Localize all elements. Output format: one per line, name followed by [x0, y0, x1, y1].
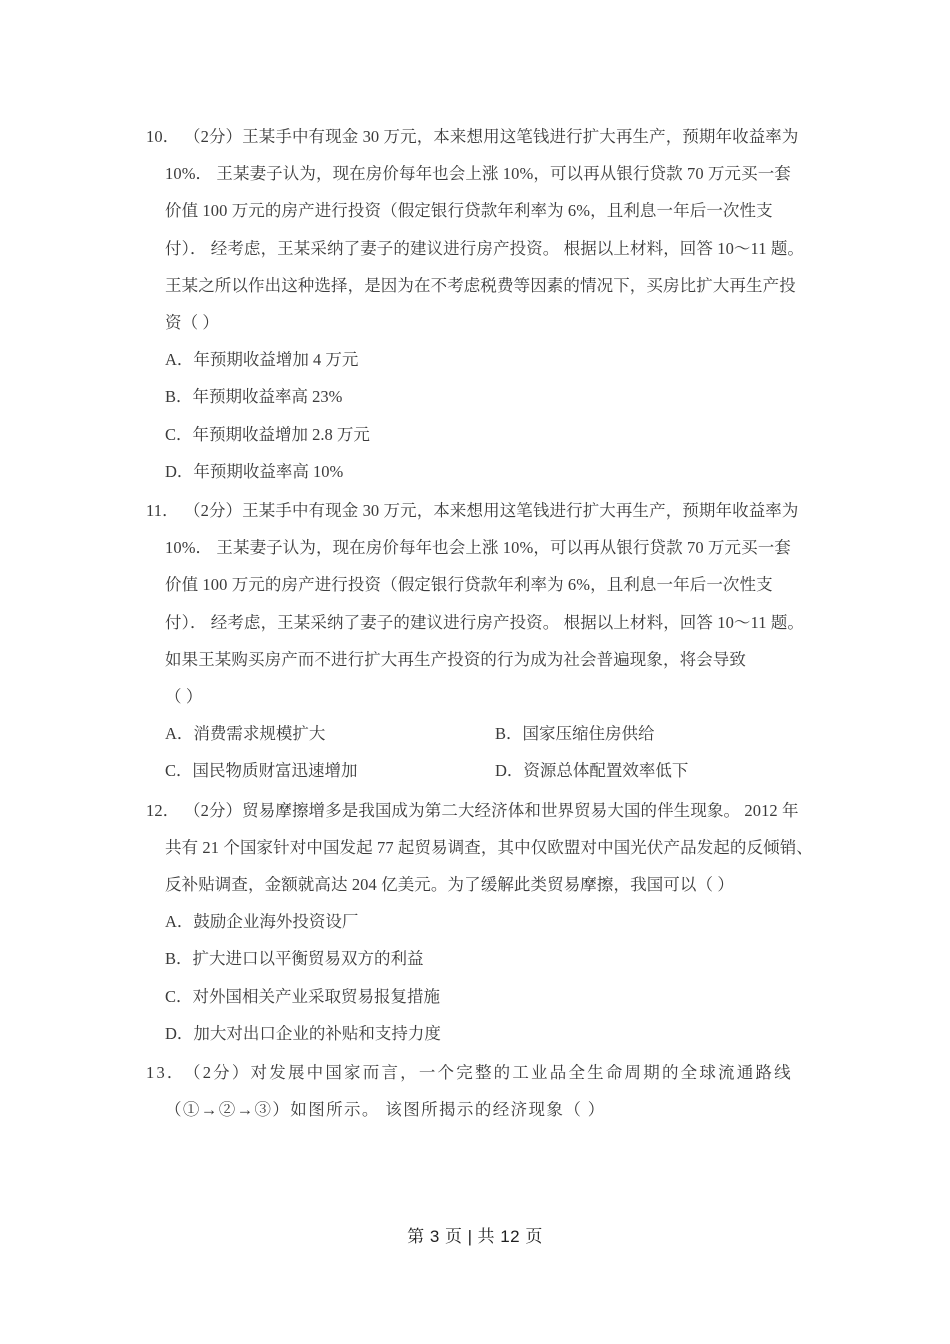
- question-13-stem-1: （2分）对发展中国家而言，一个完整的工业品全生命周期的全球流通路线: [184, 1063, 793, 1083]
- page-content: [146, 118, 813, 1130]
- question-12: [146, 792, 813, 1052]
- question-12-line-1: [146, 792, 808, 829]
- question-10-options: [146, 341, 808, 490]
- question-10-line-3: 价值 100 万元的房产进行投资（假定银行贷款年利率为 6%，且利息一年后一次性支: [165, 201, 773, 221]
- option-b-text: 年预期收益率高 23%: [192, 387, 343, 407]
- question-11-option-d[interactable]: [495, 752, 688, 789]
- option-a-label: A．: [165, 724, 194, 744]
- question-11-line-5: 如果王某购买房产而不进行扩大再生产投资的行为成为社会普遍现象，将会导致: [165, 649, 746, 669]
- option-d-text: 加大对出口企业的补贴和支持力度: [193, 1023, 441, 1043]
- question-11-option-c[interactable]: [165, 752, 495, 789]
- option-b-label: B．: [165, 949, 193, 969]
- question-10-option-b[interactable]: [146, 378, 808, 415]
- question-11-options: [146, 715, 808, 789]
- option-c-text: 国民物质财富迅速增加: [192, 761, 358, 781]
- question-12-option-d[interactable]: [146, 1015, 808, 1052]
- option-a-label: A．: [165, 350, 194, 370]
- question-10-stem-1: （2分）王某手中有现金 30 万元，本来想用这笔钱进行扩大再生产，预期年收益率为: [184, 127, 799, 146]
- question-10-line-5: 王某之所以作出这种选择，是因为在不考虑税费等因素的情况下，买房比扩大再生产投: [165, 275, 796, 295]
- question-12-option-c[interactable]: [146, 978, 808, 1015]
- question-11-option-a[interactable]: [165, 715, 495, 752]
- question-10-number: 10．: [146, 127, 180, 146]
- question-12-options: [146, 903, 808, 1052]
- question-12-stem-1: （2分）贸易摩擦增多是我国成为第二大经济体和世界贸易大国的伴生现象。 2012 年: [184, 800, 799, 820]
- question-11: [146, 492, 808, 790]
- option-a-text: 鼓励企业海外投资设厂: [193, 912, 359, 932]
- option-d-text: 资源总体配置效率低下: [523, 761, 689, 781]
- question-12-number: 12．: [146, 800, 180, 820]
- question-10-line-4: 付）． 经考虑，王某采纳了妻子的建议进行房产投资。 根据以上材料，回答 10～11 题。: [165, 238, 805, 258]
- question-10-option-c[interactable]: [146, 416, 808, 453]
- question-11-line-1: [146, 492, 808, 529]
- option-c-label: C．: [165, 986, 193, 1006]
- question-11-options-row-1: [146, 715, 808, 752]
- question-11-number: 11．: [146, 501, 179, 521]
- option-b-text: 国家压缩住房供给: [522, 724, 655, 744]
- option-b-label: B．: [495, 724, 523, 744]
- question-11-line-3: 价值 100 万元的房产进行投资（假定银行贷款年利率为 6%，且利息一年后一次性支: [165, 575, 773, 595]
- footer-current-page: 第 3 页: [407, 1227, 463, 1246]
- footer-separator: |: [467, 1227, 473, 1246]
- question-11-stem-1: （2分）王某手中有现金 30 万元，本来想用这笔钱进行扩大再生产，预期年收益率为: [184, 501, 799, 521]
- question-10-line-6: 资（ ）: [165, 313, 220, 333]
- option-b-text: 扩大进口以平衡贸易双方的利益: [192, 949, 424, 969]
- question-10-line-1: [146, 118, 808, 155]
- question-11-line-2: 10%． 王某妻子认为，现在房价每年也会上涨 10%，可以再从银行贷款 70 万元买一套: [165, 538, 791, 558]
- option-a-text: 消费需求规模扩大: [193, 724, 326, 744]
- question-10-option-d[interactable]: [146, 453, 808, 490]
- question-13-line-1: [146, 1054, 808, 1091]
- question-11-line-4: 付）． 经考虑，王某采纳了妻子的建议进行房产投资。 根据以上材料，回答 10～11 题。: [165, 612, 805, 632]
- question-11-option-b[interactable]: [495, 715, 655, 752]
- question-11-line-6: （ ）: [165, 687, 203, 707]
- question-10-line-2: 10%． 王某妻子认为，现在房价每年也会上涨 10%，可以再从银行贷款 70 万元买一套: [165, 164, 791, 184]
- option-a-label: A．: [165, 912, 194, 932]
- question-11-options-row-2: [146, 752, 808, 789]
- question-12-line-2: 共有 21 个国家针对中国发起 77 起贸易调查，其中仅欧盟对中国光伏产品发起的反倾销、: [165, 837, 813, 857]
- option-c-label: C．: [165, 761, 193, 781]
- question-12-option-a[interactable]: [146, 903, 808, 940]
- question-13-number: 13．: [146, 1063, 186, 1083]
- question-12-line-3: 反补贴调查，金额就高达 204 亿美元。为了缓解此类贸易摩擦，我国可以（ ）: [165, 875, 734, 895]
- question-13-line-2: （①→②→③）如图所示。 该图所揭示的经济现象（ ）: [165, 1100, 606, 1120]
- option-c-text: 对外国相关产业采取贸易报复措施: [192, 986, 441, 1006]
- option-d-label: D．: [165, 1023, 194, 1043]
- question-10: [146, 118, 808, 490]
- option-c-label: C．: [165, 424, 193, 444]
- question-13: [146, 1054, 808, 1128]
- option-d-text: 年预期收益率高 10%: [193, 461, 344, 481]
- option-b-label: B．: [165, 387, 193, 407]
- question-10-option-a[interactable]: [146, 341, 808, 378]
- footer-total-pages: 共 12 页: [477, 1227, 543, 1246]
- question-12-option-b[interactable]: [146, 940, 808, 977]
- option-a-text: 年预期收益增加 4 万元: [193, 350, 359, 370]
- option-c-text: 年预期收益增加 2.8 万元: [192, 424, 370, 444]
- page-footer: [0, 1222, 950, 1247]
- option-d-label: D．: [165, 461, 194, 481]
- option-d-label: D．: [495, 761, 524, 781]
